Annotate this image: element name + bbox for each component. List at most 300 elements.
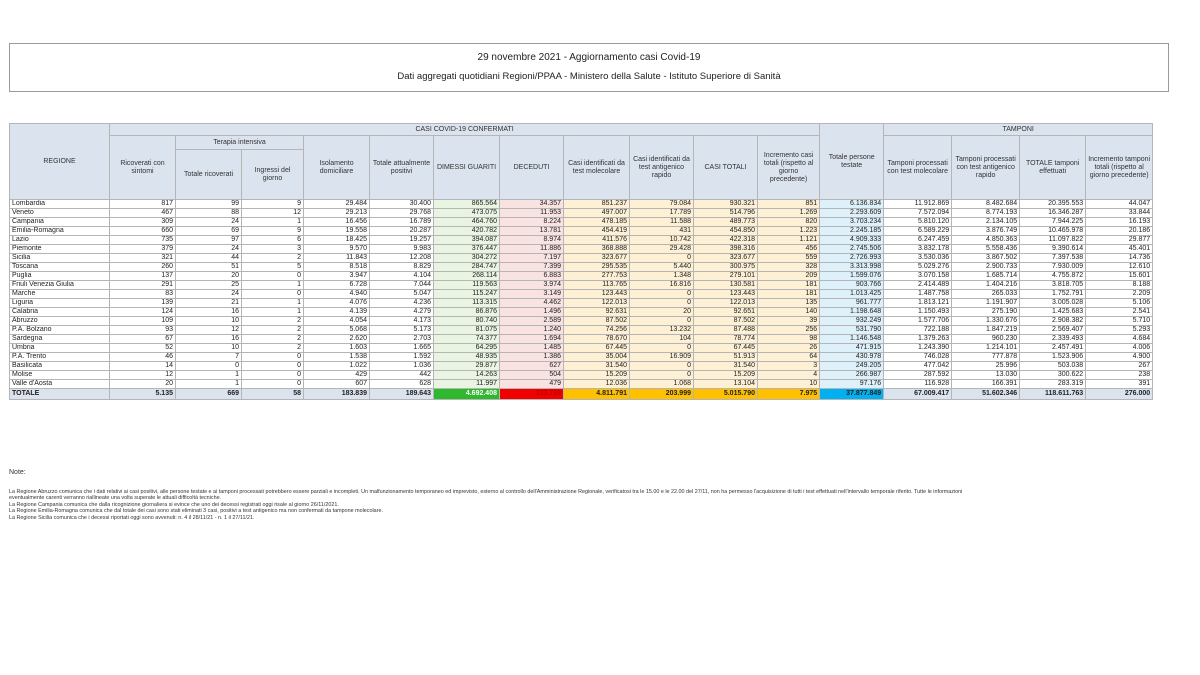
table-cell: 304.272: [434, 254, 500, 263]
table-cell: 607: [304, 380, 370, 389]
table-cell: 531.790: [820, 326, 884, 335]
table-cell: 0: [630, 299, 694, 308]
table-cell: 1: [176, 380, 242, 389]
table-cell: 15.209: [564, 371, 630, 380]
table-cell: 67.009.417: [884, 389, 952, 400]
table-cell: 295.535: [564, 263, 630, 272]
table-cell: 16: [176, 308, 242, 317]
note-line: eventualmente carenti verranno riallineate una volta superate le attuali difficoltà tecniche.: [9, 495, 222, 502]
table-cell: 429: [304, 371, 370, 380]
table-cell: 1.538: [304, 353, 370, 362]
table-cell: 9: [242, 227, 304, 236]
region-name: Campania: [10, 218, 110, 227]
table-cell: 92.651: [694, 308, 758, 317]
table-cell: 118.611.763: [1020, 389, 1086, 400]
table-cell: 80.740: [434, 317, 500, 326]
table-cell: 3.947: [304, 272, 370, 281]
table-cell: 7.399: [500, 263, 564, 272]
table-cell: 467: [110, 209, 176, 218]
header-deceduti: DECEDUTI: [500, 136, 564, 200]
table-cell: 283.319: [1020, 380, 1086, 389]
table-cell: 0: [242, 380, 304, 389]
table-cell: 11.997: [434, 380, 500, 389]
table-cell: 1.665: [370, 344, 434, 353]
region-name: Friuli Venezia Giulia: [10, 281, 110, 290]
table-cell: 2.703: [370, 335, 434, 344]
table-cell: 2.134.105: [952, 218, 1020, 227]
table-cell: 0: [630, 362, 694, 371]
table-cell: 1.269: [758, 209, 820, 218]
table-cell: 16.789: [370, 218, 434, 227]
header-casi-molecolare: Casi identificati da test molecolare: [564, 136, 630, 200]
table-cell: 4.236: [370, 299, 434, 308]
table-cell: 58: [242, 389, 304, 400]
table-cell: 11.588: [630, 218, 694, 227]
table-cell: 13.030: [952, 371, 1020, 380]
table-cell: 5.810.120: [884, 218, 952, 227]
table-cell: 2.541: [1086, 308, 1153, 317]
table-cell: 18.425: [304, 236, 370, 245]
table-cell: 69: [176, 227, 242, 236]
table-cell: 183.839: [304, 389, 370, 400]
region-name: Lombardia: [10, 200, 110, 209]
table-cell: 1: [242, 218, 304, 227]
table-cell: 411.576: [564, 236, 630, 245]
table-cell: 1.330.676: [952, 317, 1020, 326]
table-cell: 4.684: [1086, 335, 1153, 344]
table-cell: 2.569.407: [1020, 326, 1086, 335]
note-line: La Regione Sicilia comunica che i decessi riportati oggi sono avvenuti: n. 4 il 28/11/21 - n. 1 il 27/11/21.: [9, 514, 255, 521]
table-cell: 13.232: [630, 326, 694, 335]
table-cell: 67.445: [694, 344, 758, 353]
table-cell: 287.592: [884, 371, 952, 380]
table-cell: 12: [176, 326, 242, 335]
table-cell: 277.753: [564, 272, 630, 281]
table-row: [10, 380, 1153, 389]
table-cell: 1.847.219: [952, 326, 1020, 335]
region-name: Basilicata: [10, 362, 110, 371]
table-cell: 1.150.493: [884, 308, 952, 317]
table-cell: 0: [176, 362, 242, 371]
table-cell: 6.247.459: [884, 236, 952, 245]
table-cell: 5: [242, 263, 304, 272]
table-cell: 0: [630, 317, 694, 326]
notes-title: Note:: [9, 469, 26, 476]
table-cell: 25: [176, 281, 242, 290]
table-cell: 122.013: [694, 299, 758, 308]
region-name: Emilia-Romagna: [10, 227, 110, 236]
table-cell: 4.279: [370, 308, 434, 317]
table-cell: 309: [110, 218, 176, 227]
table-cell: 0: [242, 362, 304, 371]
region-name: Umbria: [10, 344, 110, 353]
table-cell: 3.876.749: [952, 227, 1020, 236]
table-cell: 3.070.158: [884, 272, 952, 281]
table-cell: 74.256: [564, 326, 630, 335]
table-cell: 137: [110, 272, 176, 281]
table-cell: 5.440: [630, 263, 694, 272]
table-cell: 300.622: [1020, 371, 1086, 380]
table-cell: 19.558: [304, 227, 370, 236]
table-cell: 67.445: [564, 344, 630, 353]
table-cell: 1.694: [500, 335, 564, 344]
table-row: [10, 200, 1153, 209]
table-cell: 166.391: [952, 380, 1020, 389]
table-cell: 5.106: [1086, 299, 1153, 308]
table-cell: 44: [176, 254, 242, 263]
table-cell: 275.190: [952, 308, 1020, 317]
table-cell: 8.482.684: [952, 200, 1020, 209]
table-cell: 1.243.390: [884, 344, 952, 353]
table-cell: 15.209: [694, 371, 758, 380]
table-cell: 1.121: [758, 236, 820, 245]
table-cell: 456: [758, 245, 820, 254]
table-cell: 7.572.094: [884, 209, 952, 218]
table-cell: 817: [110, 200, 176, 209]
table-cell: 3: [242, 245, 304, 254]
table-cell: 1.146.548: [820, 335, 884, 344]
total-label: TOTALE: [10, 389, 110, 400]
header-ricoverati: Ricoverati con sintomi: [110, 136, 176, 200]
table-cell: 64.295: [434, 344, 500, 353]
table-cell: 116.928: [884, 380, 952, 389]
table-cell: 442: [370, 371, 434, 380]
table-cell: 20: [176, 272, 242, 281]
table-cell: 1: [242, 308, 304, 317]
table-cell: 16.909: [630, 353, 694, 362]
table-cell: 5.068: [304, 326, 370, 335]
table-cell: 140: [758, 308, 820, 317]
table-cell: 1.496: [500, 308, 564, 317]
region-name: Sardegna: [10, 335, 110, 344]
header-incremento-casi: Incremento casi totali (rispetto al giorno precedente): [758, 136, 820, 200]
note-line: La Regione Emilia-Romagna comunica che dal totale dei casi sono stati eliminati 3 casi, positivi a test antigenico ma non confermati da tampone molecolare.: [9, 508, 383, 515]
table-cell: 104: [630, 335, 694, 344]
table-cell: 960.230: [952, 335, 1020, 344]
table-cell: 29.213: [304, 209, 370, 218]
table-cell: 1: [176, 371, 242, 380]
table-row: [10, 335, 1153, 344]
table-cell: 3.005.028: [1020, 299, 1086, 308]
table-row: [10, 236, 1153, 245]
table-cell: 454.419: [564, 227, 630, 236]
region-name: Marche: [10, 290, 110, 299]
table-cell: 29.768: [370, 209, 434, 218]
report-title: 29 novembre 2021 - Aggiornamento casi Covid-19: [477, 52, 701, 63]
table-cell: 903.766: [820, 281, 884, 290]
table-cell: 2.908.382: [1020, 317, 1086, 326]
table-cell: 279.101: [694, 272, 758, 281]
table-cell: 4: [758, 371, 820, 380]
table-cell: 473.075: [434, 209, 500, 218]
table-cell: 2: [242, 335, 304, 344]
table-row: [10, 308, 1153, 317]
table-cell: 16.456: [304, 218, 370, 227]
table-cell: 16.346.287: [1020, 209, 1086, 218]
table-cell: 1.485: [500, 344, 564, 353]
table-cell: 328: [758, 263, 820, 272]
table-cell: 291: [110, 281, 176, 290]
table-cell: 203.999: [630, 389, 694, 400]
table-cell: 34.357: [500, 200, 564, 209]
table-cell: 19.257: [370, 236, 434, 245]
table-cell: 2.209: [1086, 290, 1153, 299]
table-cell: 503.038: [1020, 362, 1086, 371]
table-cell: 2.293.609: [820, 209, 884, 218]
table-cell: 6.728: [304, 281, 370, 290]
table-cell: 122.013: [564, 299, 630, 308]
table-cell: 398.316: [694, 245, 758, 254]
region-name: Sicilia: [10, 254, 110, 263]
table-cell: 420.782: [434, 227, 500, 236]
table-cell: 1.348: [630, 272, 694, 281]
table-cell: 1.379.263: [884, 335, 952, 344]
table-cell: 16: [176, 335, 242, 344]
table-cell: 0: [242, 272, 304, 281]
table-cell: 430.978: [820, 353, 884, 362]
table-cell: 376.447: [434, 245, 500, 254]
table-cell: 851.237: [564, 200, 630, 209]
table-cell: 2.457.491: [1020, 344, 1086, 353]
table-cell: 471.915: [820, 344, 884, 353]
table-cell: 87.502: [564, 317, 630, 326]
table-cell: 9.983: [370, 245, 434, 254]
table-cell: 14.263: [434, 371, 500, 380]
region-name: Toscana: [10, 263, 110, 272]
table-cell: 1.013.425: [820, 290, 884, 299]
table-cell: 7: [176, 353, 242, 362]
table-cell: 266.987: [820, 371, 884, 380]
table-cell: 627: [500, 362, 564, 371]
table-cell: 8.518: [304, 263, 370, 272]
table-cell: 14.736: [1086, 254, 1153, 263]
header-positivi: Totale attualmente positivi: [370, 136, 434, 200]
table-cell: 10.742: [630, 236, 694, 245]
table-cell: 5.293: [1086, 326, 1153, 335]
table-cell: 1.022: [304, 362, 370, 371]
table-cell: 2.900.733: [952, 263, 1020, 272]
table-cell: 5.135: [110, 389, 176, 400]
table-cell: 479: [500, 380, 564, 389]
table-cell: 51.913: [694, 353, 758, 362]
table-cell: 97.176: [820, 380, 884, 389]
table-cell: 321: [110, 254, 176, 263]
table-cell: 25.996: [952, 362, 1020, 371]
table-cell: 4.692.408: [434, 389, 500, 400]
table-row: [10, 281, 1153, 290]
table-cell: 6.589.229: [884, 227, 952, 236]
table-cell: 10: [758, 380, 820, 389]
table-cell: 323.677: [694, 254, 758, 263]
table-cell: 422.318: [694, 236, 758, 245]
note-line: La Regione Campania comunica che dalla ricognizione giornaliera si evince che uno dei decessi registrati oggi risale al giorno 26/11/2021.: [9, 501, 339, 508]
table-cell: 2.245.185: [820, 227, 884, 236]
table-cell: 660: [110, 227, 176, 236]
table-cell: 735: [110, 236, 176, 245]
table-cell: 79.084: [630, 200, 694, 209]
table-cell: 3.867.502: [952, 254, 1020, 263]
table-cell: 2.726.993: [820, 254, 884, 263]
table-cell: 6: [242, 236, 304, 245]
table-row: [10, 245, 1153, 254]
table-cell: 8.974: [500, 236, 564, 245]
table-cell: 1.240: [500, 326, 564, 335]
table-cell: 11.097.822: [1020, 236, 1086, 245]
table-cell: 5.558.436: [952, 245, 1020, 254]
table-cell: 1.813.121: [884, 299, 952, 308]
table-cell: 1.523.906: [1020, 353, 1086, 362]
table-cell: 12: [110, 371, 176, 380]
table-cell: 9.390.614: [1020, 245, 1086, 254]
table-cell: 284.747: [434, 263, 500, 272]
table-cell: 2: [242, 326, 304, 335]
table-row: [10, 227, 1153, 236]
table-cell: 267: [1086, 362, 1153, 371]
table-cell: 24: [176, 290, 242, 299]
table-cell: 777.878: [952, 353, 1020, 362]
table-cell: 464.760: [434, 218, 500, 227]
table-cell: 17.789: [630, 209, 694, 218]
table-cell: 4.909.333: [820, 236, 884, 245]
table-cell: 20.186: [1086, 227, 1153, 236]
table-cell: 52: [110, 344, 176, 353]
table-cell: 2.589: [500, 317, 564, 326]
table-cell: 5.047: [370, 290, 434, 299]
table-cell: 477.042: [884, 362, 952, 371]
table-cell: 139: [110, 299, 176, 308]
table-cell: 11.953: [500, 209, 564, 218]
table-cell: 8.188: [1086, 281, 1153, 290]
region-name: P.A. Trento: [10, 353, 110, 362]
header-tamponi-group: TAMPONI: [884, 124, 1153, 136]
table-cell: 4.755.872: [1020, 272, 1086, 281]
covid-cases-table: [9, 123, 1153, 400]
header-terapia-group: Terapia intensiva: [176, 136, 304, 150]
table-cell: 10: [176, 317, 242, 326]
table-cell: 37.877.849: [820, 389, 884, 400]
table-cell: 46: [110, 353, 176, 362]
table-cell: 9: [242, 200, 304, 209]
table-cell: 20: [630, 308, 694, 317]
region-name: Piemonte: [10, 245, 110, 254]
table-row: [10, 263, 1153, 272]
table-cell: 961.777: [820, 299, 884, 308]
region-name: Abruzzo: [10, 317, 110, 326]
table-cell: 31.540: [564, 362, 630, 371]
table-cell: 119.563: [434, 281, 500, 290]
table-cell: 92.631: [564, 308, 630, 317]
table-cell: 209: [758, 272, 820, 281]
table-cell: 33.844: [1086, 209, 1153, 218]
table-cell: 1.685.714: [952, 272, 1020, 281]
table-cell: 0: [242, 353, 304, 362]
header-regione: REGIONE: [10, 124, 110, 200]
table-cell: 260: [110, 263, 176, 272]
table-cell: 93: [110, 326, 176, 335]
table-cell: 7.044: [370, 281, 434, 290]
total-row: [10, 389, 1153, 400]
table-cell: 13.781: [500, 227, 564, 236]
notes-section: [9, 470, 1169, 522]
header-casi-totali: CASI TOTALI: [694, 136, 758, 200]
table-cell: 1.068: [630, 380, 694, 389]
table-cell: 13.104: [694, 380, 758, 389]
table-cell: 109: [110, 317, 176, 326]
table-cell: 265.033: [952, 290, 1020, 299]
region-name: Veneto: [10, 209, 110, 218]
table-cell: 2: [242, 254, 304, 263]
table-cell: 48.935: [434, 353, 500, 362]
table-cell: 29.484: [304, 200, 370, 209]
table-cell: 123.443: [564, 290, 630, 299]
table-cell: 5.029.276: [884, 263, 952, 272]
table-cell: 115.247: [434, 290, 500, 299]
table-cell: 5.710: [1086, 317, 1153, 326]
region-name: Lazio: [10, 236, 110, 245]
table-cell: 930.321: [694, 200, 758, 209]
table-cell: 86.876: [434, 308, 500, 317]
table-cell: 865.564: [434, 200, 500, 209]
table-cell: 87.502: [694, 317, 758, 326]
table-cell: 20.395.553: [1020, 200, 1086, 209]
table-cell: 851: [758, 200, 820, 209]
table-cell: 12: [242, 209, 304, 218]
table-cell: 0: [630, 371, 694, 380]
table-cell: 67: [110, 335, 176, 344]
table-cell: 1.223: [758, 227, 820, 236]
table-cell: 454.850: [694, 227, 758, 236]
table-cell: 7.930.009: [1020, 263, 1086, 272]
table-cell: 4.462: [500, 299, 564, 308]
table-cell: 35.004: [564, 353, 630, 362]
table-cell: 24: [176, 218, 242, 227]
table-cell: 3: [758, 362, 820, 371]
table-cell: 3.313.998: [820, 263, 884, 272]
table-cell: 78.774: [694, 335, 758, 344]
table-cell: 11.843: [304, 254, 370, 263]
table-cell: 9.570: [304, 245, 370, 254]
table-cell: 4.850.363: [952, 236, 1020, 245]
table-cell: 189.643: [370, 389, 434, 400]
table-cell: 504: [500, 371, 564, 380]
table-cell: 0: [630, 290, 694, 299]
table-cell: 135: [758, 299, 820, 308]
table-cell: 1.599.076: [820, 272, 884, 281]
table-row: [10, 209, 1153, 218]
table-cell: 379: [110, 245, 176, 254]
table-cell: 81.075: [434, 326, 500, 335]
table-cell: 0: [242, 371, 304, 380]
table-cell: 7.197: [500, 254, 564, 263]
header-isolamento: Isolamento domiciliare: [304, 136, 370, 200]
table-cell: 3.703.234: [820, 218, 884, 227]
table-cell: 300.975: [694, 263, 758, 272]
table-cell: 130.581: [694, 281, 758, 290]
table-cell: 4.104: [370, 272, 434, 281]
table-cell: 74.377: [434, 335, 500, 344]
table-cell: 39: [758, 317, 820, 326]
table-cell: 16.193: [1086, 218, 1153, 227]
table-row: [10, 371, 1153, 380]
table-cell: 98: [758, 335, 820, 344]
table-row: [10, 272, 1153, 281]
table-cell: 29.428: [630, 245, 694, 254]
header-tamponi-antigenico: Tamponi processati con test antigenico rapido: [952, 136, 1020, 200]
table-cell: 51: [176, 263, 242, 272]
region-name: Puglia: [10, 272, 110, 281]
table-cell: 97: [176, 236, 242, 245]
table-cell: 431: [630, 227, 694, 236]
